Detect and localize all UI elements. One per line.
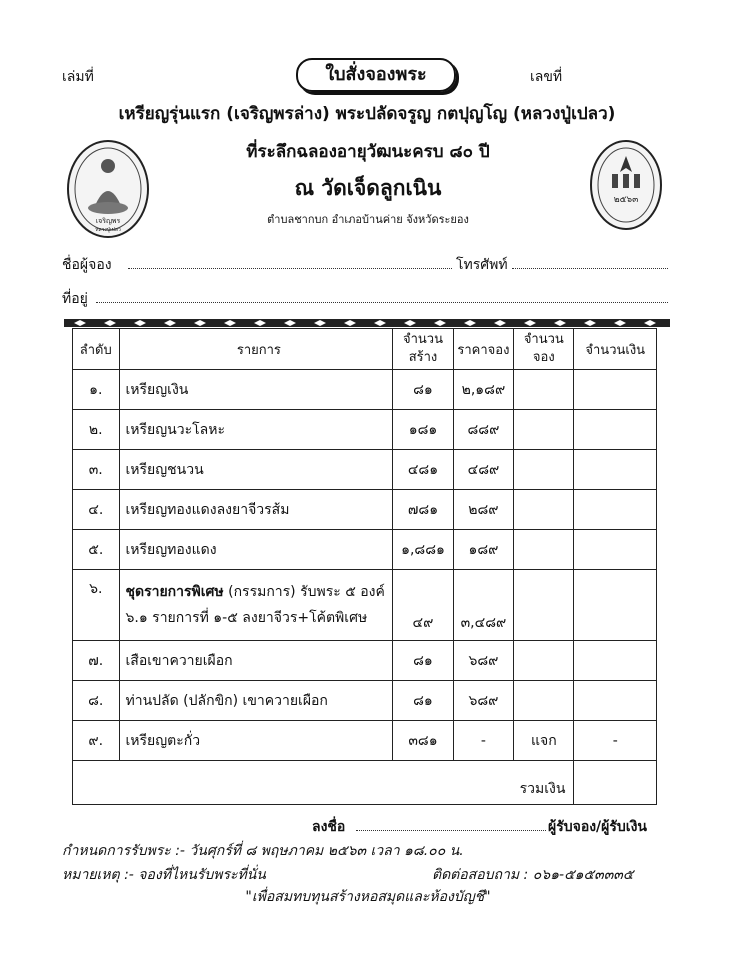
row-book-input[interactable] [514,681,574,721]
row-item: ท่านปลัด (ปลักขิก) เขาควายเผือก [119,681,393,721]
row-item: เหรียญตะกั่ว [119,721,393,761]
row-item: เหรียญนวะโลหะ [119,410,393,450]
row-price: ๖๘๙ [453,641,513,681]
row-price: ๒,๑๘๙ [453,370,513,410]
row-qty: ๗๘๑ [393,490,453,530]
table-row [73,490,657,530]
row-no: ๓. [73,450,120,490]
medal-left-text: เจริญพร [95,217,121,225]
row-price: ๔๘๙ [453,450,513,490]
row-item: เหรียญทองแดงลงยาจีวรส้ม [119,490,393,530]
medal-right-icon [588,138,664,232]
total-label: รวมเงิน [73,761,574,805]
row-item: เหรียญชนวน [119,450,393,490]
order-table [72,328,657,805]
row-book-input[interactable] [514,370,574,410]
col-price-header: ราคาจอง [453,329,513,370]
col-qty-header: จำนวน สร้าง [393,329,453,370]
temple-address: ตำบลชากบก อำเภอบ้านค่าย จังหวัดระยอง [267,213,469,226]
special-title: ชุดรายการพิเศษ [125,584,224,600]
total-amount-input[interactable] [574,761,657,805]
row-amount-input[interactable] [574,570,657,641]
row-amount-input[interactable] [574,370,657,410]
row-qty: ๑๘๑ [393,410,453,450]
row-item: เหรียญเงิน [119,370,393,410]
row-no: ๘. [73,681,120,721]
address-line[interactable] [96,302,668,303]
row-book-input[interactable] [514,410,574,450]
row-book-input[interactable] [514,570,574,641]
table-row [73,681,657,721]
medal-left-icon [64,138,152,240]
row-no: ๗. [73,641,120,681]
total-row [73,761,657,805]
form-title: ใบสั่งจองพระ [296,58,456,92]
medal-right-text: ๒๕๖๓ [613,195,639,205]
booker-name-label: ชื่อผู้จอง [62,257,112,273]
row-amount-input[interactable] [574,490,657,530]
remark: หมายเหตุ :- จองที่ไหนรับพระที่นั่น [62,867,266,883]
row-price: ๘๘๙ [453,410,513,450]
row-amount-input[interactable] [574,410,657,450]
signature-label: ลงชื่อ [312,819,346,835]
contact-info: ติดต่อสอบถาม : ๐๖๑-๕๑๕๓๓๓๕ [432,867,634,883]
row-amount-input[interactable] [574,450,657,490]
table-row [73,410,657,450]
row-book-value: แจก [514,721,574,761]
medal-left-subtext: หลวงปู่เปลว [95,227,121,233]
row-price: ๓,๔๘๙ [453,570,513,641]
row-no: ๔. [73,490,120,530]
special-title-rest: (กรรมการ) รับพระ ๕ องค์ [223,584,385,600]
book-number-label: เล่มที่ [62,69,94,85]
row-qty: ๘๑ [393,370,453,410]
row-qty: ๑,๘๘๑ [393,530,453,570]
table-row [73,641,657,681]
row-qty: ๔๘๑ [393,450,453,490]
booker-name-line[interactable] [128,268,452,269]
row-price: - [453,721,513,761]
address-label: ที่อยู่ [62,291,88,307]
special-subitem: ๖.๑ รายการที่ ๑-๕ ลงยาจีวร+โค้ตพิเศษ [125,610,368,626]
signature-line[interactable] [356,830,546,831]
row-item: เสือเขาควายเผือก [119,641,393,681]
row-qty: ๘๑ [393,641,453,681]
col-amount-header: จำนวนเงิน [574,329,657,370]
row-book-input[interactable] [514,530,574,570]
table-row-special [73,570,657,641]
table-row [73,450,657,490]
row-no: ๕. [73,530,120,570]
heading-line-1: เหรียญรุ่นแรก (เจริญพรล่าง) พระปลัดจรูญ กตปุญโญ (หลวงปู่เปลว) [118,104,616,124]
table-row [73,530,657,570]
doc-number-label: เลขที่ [530,69,563,85]
row-qty: ๓๘๑ [393,721,453,761]
phone-line[interactable] [512,268,668,269]
signature-role: ผู้รับจอง/ผู้รับเงิน [548,819,647,835]
col-item-header: รายการ [119,329,393,370]
row-book-input[interactable] [514,450,574,490]
col-no-header: ลำดับ [73,329,120,370]
row-book-input[interactable] [514,641,574,681]
row-no: ๒. [73,410,120,450]
pickup-schedule: กำหนดการรับพระ :- วันศุกร์ที่ ๘ พฤษภาคม ๒๕๖๓ เวลา ๑๘.๐๐ น. [62,843,464,859]
slogan: "เพื่อสมทบทุนสร้างหอสมุดและห้องบัญชี" [245,889,491,905]
row-price: ๑๘๙ [453,530,513,570]
row-amount-input[interactable] [574,530,657,570]
row-amount-value: - [574,721,657,761]
table-header-row [73,329,657,370]
phone-label: โทรศัพท์ [456,257,508,273]
heading-line-2: ที่ระลึกฉลองอายุวัฒนะครบ ๘๐ ปี [246,142,490,162]
row-amount-input[interactable] [574,681,657,721]
row-price: ๖๘๙ [453,681,513,721]
col-book-header: จำนวน จอง [514,329,574,370]
table-row [73,721,657,761]
row-book-input[interactable] [514,490,574,530]
table-row [73,370,657,410]
row-no: ๑. [73,370,120,410]
row-amount-input[interactable] [574,641,657,681]
row-price: ๒๘๙ [453,490,513,530]
row-no: ๙. [73,721,120,761]
row-qty: ๘๑ [393,681,453,721]
row-no: ๖. [73,570,120,641]
row-item [119,570,393,641]
row-item: เหรียญทองแดง [119,530,393,570]
temple-name: ณ วัดเจ็ดลูกเนิน [294,176,442,200]
row-qty: ๔๙ [393,570,453,641]
